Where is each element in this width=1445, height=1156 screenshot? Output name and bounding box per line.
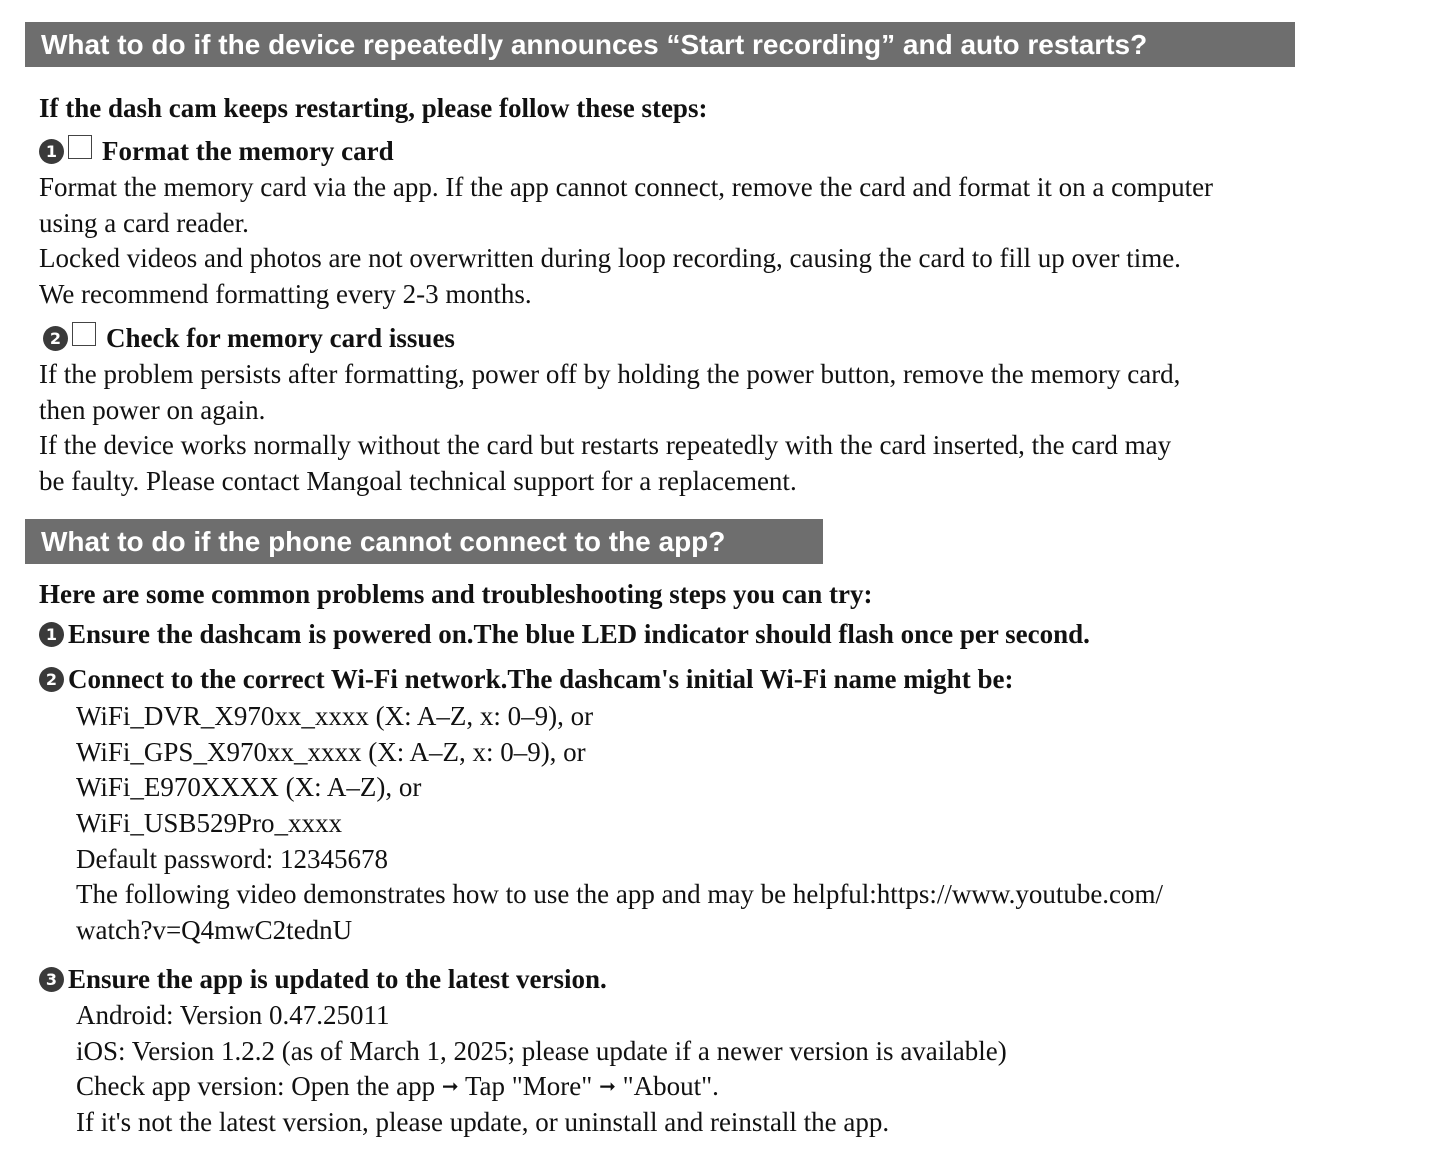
step1-line: We recommend formatting every 2-3 months.	[39, 279, 532, 309]
step2-number-badge: 2	[43, 326, 68, 351]
check-version-mid: Tap "More"	[464, 1071, 593, 1101]
step2-line: If the device works normally without the card but restarts repeatedly with the card inserted, the card may	[39, 430, 1172, 460]
default-password: Default password: 12345678	[76, 844, 388, 874]
step1-line: Locked videos and photos are not overwritten during loop recording, causing the card to fill up over time.	[39, 243, 1181, 273]
step2-heading-row	[43, 321, 455, 355]
check-version-line	[76, 1069, 719, 1103]
checkbox-icon	[68, 135, 92, 159]
step2-line: If the problem persists after formatting, power off by holding the power button, remove the memory card,	[39, 359, 1181, 389]
step2-line: then power on again.	[39, 395, 266, 425]
section1-intro: If the dash cam keeps restarting, please follow these steps:	[39, 93, 708, 123]
item2-heading: Connect to the correct Wi-Fi network.The dashcam's initial Wi-Fi name might be:	[68, 664, 1014, 694]
item3-heading-row	[39, 962, 607, 996]
checkbox-icon	[72, 322, 96, 346]
wifi-name-line: WiFi_E970XXXX (X: A–Z), or	[76, 772, 422, 802]
item2-heading-row	[39, 662, 1013, 696]
update-instructions: If it's not the latest version, please update, or uninstall and reinstall the app.	[76, 1107, 890, 1137]
item1-heading-row	[39, 617, 1090, 651]
wifi-name-line: WiFi_USB529Pro_xxxx	[76, 808, 342, 838]
arrow-right-icon: ➞	[599, 1074, 616, 1098]
check-version-end: "About".	[622, 1071, 719, 1101]
check-version-prefix: Check app version: Open the app	[76, 1071, 436, 1101]
section2-intro: Here are some common problems and troubleshooting steps you can try:	[39, 579, 873, 609]
step2-line: be faulty. Please contact Mangoal technical support for a replacement.	[39, 466, 797, 496]
item3-heading: Ensure the app is updated to the latest version.	[68, 964, 607, 994]
video-link-text: watch?v=Q4mwC2tednU	[76, 915, 353, 945]
item3-number-badge: 3	[39, 967, 64, 992]
android-version: Android: Version 0.47.25011	[76, 1000, 390, 1030]
wifi-name-line: WiFi_GPS_X970xx_xxxx (X: A–Z, x: 0–9), or	[76, 737, 586, 767]
step1-number-badge: 1	[39, 139, 64, 164]
ios-version: iOS: Version 1.2.2 (as of March 1, 2025; please update if a newer version is available)	[76, 1036, 1007, 1066]
wifi-name-line: WiFi_DVR_X970xx_xxxx (X: A–Z, x: 0–9), or	[76, 701, 594, 731]
video-link-text: The following video demonstrates how to use the app and may be helpful:https://www.youtube.com/	[76, 879, 1164, 909]
step1-heading: Format the memory card	[102, 136, 394, 166]
item1-number-badge: 1	[39, 622, 64, 647]
item1-heading: Ensure the dashcam is powered on.The blue LED indicator should flash once per second.	[68, 619, 1090, 649]
step1-heading-row	[39, 134, 394, 168]
item2-number-badge: 2	[39, 667, 64, 692]
step1-line: using a card reader.	[39, 208, 249, 238]
step1-line: Format the memory card via the app. If the app cannot connect, remove the card and format it on a computer	[39, 172, 1214, 202]
section2-title: What to do if the phone cannot connect to the app?	[25, 519, 823, 564]
step2-heading: Check for memory card issues	[106, 323, 455, 353]
section1-title: What to do if the device repeatedly announces “Start recording” and auto restarts?	[25, 22, 1295, 67]
arrow-right-icon: ➞	[441, 1074, 459, 1098]
